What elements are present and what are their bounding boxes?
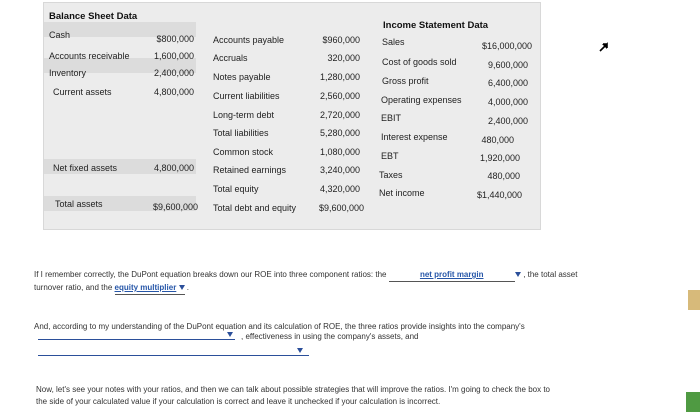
question-1-line-2 <box>34 281 189 295</box>
q1-text-part2: , the total asset <box>523 270 578 279</box>
is-value-taxes: 480,000 <box>487 171 520 181</box>
is-label-operating-expenses: Operating expenses <box>381 95 462 105</box>
is-label-cogs: Cost of goods sold <box>382 57 457 67</box>
side-tab <box>686 392 700 412</box>
bs-value-cash: $800,000 <box>156 34 194 44</box>
bs-label-accruals: Accruals <box>213 53 248 63</box>
is-label-taxes: Taxes <box>379 170 403 180</box>
q2-dropdown-2-underline[interactable] <box>38 355 309 356</box>
bs-label-total-equity: Total equity <box>213 184 259 194</box>
bs-value-current-liabilities: 2,560,000 <box>319 91 360 101</box>
dropdown-value: net profit margin <box>419 270 484 279</box>
mouse-cursor-icon <box>599 42 609 52</box>
is-label-ebt: EBT <box>381 151 399 161</box>
q2-dropdown-1-underline[interactable] <box>38 339 235 340</box>
net-profit-margin-dropdown[interactable] <box>389 268 515 282</box>
bs-value-total-debt-equity: $9,600,000 <box>318 203 364 213</box>
bs-label-total-assets: Total assets <box>55 199 103 209</box>
q3-line-1: Now, let's see your notes with your ratios, and then we can talk about possible strategies that will improve the ratios. I'm going to check the box to <box>36 385 550 394</box>
is-label-gross-profit: Gross profit <box>382 76 429 86</box>
bs-value-long-term-debt: 2,720,000 <box>319 110 360 120</box>
q2-tail: , effectiveness in using the company's assets, and <box>241 332 419 341</box>
is-value-sales: $16,000,000 <box>481 41 532 51</box>
is-value-net-income: $1,440,000 <box>476 190 522 200</box>
bs-label-current-assets: Current assets <box>53 87 112 97</box>
bs-label-current-liabilities: Current liabilities <box>213 91 280 101</box>
balance-sheet-title: Balance Sheet Data <box>49 11 138 22</box>
is-value-interest-expense: 480,000 <box>481 135 514 145</box>
bs-label-ar: Accounts receivable <box>49 51 130 61</box>
is-label-interest-expense: Interest expense <box>381 132 448 142</box>
side-tab <box>688 290 700 310</box>
bs-value-notes-payable: 1,280,000 <box>319 72 360 82</box>
equity-multiplier-dropdown[interactable] <box>115 281 185 295</box>
bs-value-total-assets: $9,600,000 <box>152 202 198 212</box>
q1-text-part3: turnover ratio, and the <box>34 283 113 292</box>
bs-label-net-fixed-assets: Net fixed assets <box>53 163 118 173</box>
is-value-gross-profit: 6,400,000 <box>487 78 528 88</box>
chevron-down-icon[interactable] <box>179 285 185 290</box>
bs-label-notes-payable: Notes payable <box>213 72 271 82</box>
question-1-line-1 <box>34 268 577 282</box>
bs-value-current-assets: 4,800,000 <box>153 87 194 97</box>
bs-value-accruals: 320,000 <box>327 53 360 63</box>
chevron-down-icon[interactable] <box>515 272 521 277</box>
bs-label-cash: Cash <box>49 30 71 40</box>
bs-value-total-equity: 4,320,000 <box>319 184 360 194</box>
bs-value-ap: $960,000 <box>322 35 360 45</box>
bs-value-inventory: 2,400,000 <box>153 68 194 78</box>
bs-label-long-term-debt: Long-term debt <box>213 110 275 120</box>
bs-label-ap: Accounts payable <box>213 35 285 45</box>
is-label-sales: Sales <box>382 37 405 47</box>
bs-label-inventory: Inventory <box>49 68 87 78</box>
is-value-ebit: 2,400,000 <box>487 116 528 126</box>
q1-text-part4: . <box>186 283 190 292</box>
bs-value-net-fixed-assets: 4,800,000 <box>153 163 194 173</box>
q3-line-2: the side of your calculated value if your calculation is correct and leave it unchecked if your calculation is incorrect. <box>36 397 441 406</box>
chevron-down-icon[interactable] <box>227 332 233 337</box>
bs-value-ar: 1,600,000 <box>153 51 194 61</box>
bs-label-retained-earnings: Retained earnings <box>213 165 287 175</box>
dropdown-value: equity multiplier <box>114 283 177 292</box>
is-value-ebt: 1,920,000 <box>479 153 520 163</box>
bs-value-common-stock: 1,080,000 <box>319 147 360 157</box>
is-value-cogs: 9,600,000 <box>487 60 528 70</box>
q2-text: And, according to my understanding of the DuPont equation and its calculation of ROE, the three ratios provide insights into the company's <box>34 322 525 331</box>
is-label-net-income: Net income <box>379 188 425 198</box>
income-statement-title: Income Statement Data <box>383 20 489 31</box>
is-value-operating-expenses: 4,000,000 <box>487 97 528 107</box>
q1-text-part1: If I remember correctly, the DuPont equation breaks down our ROE into three component ratios: the <box>34 270 387 279</box>
chevron-down-icon[interactable] <box>297 348 303 353</box>
bs-value-retained-earnings: 3,240,000 <box>319 165 360 175</box>
bs-label-total-liabilities: Total liabilities <box>213 128 269 138</box>
bs-label-common-stock: Common stock <box>213 147 274 157</box>
is-label-ebit: EBIT <box>381 113 402 123</box>
bs-value-total-liabilities: 5,280,000 <box>319 128 360 138</box>
bs-label-total-debt-equity: Total debt and equity <box>213 203 297 213</box>
